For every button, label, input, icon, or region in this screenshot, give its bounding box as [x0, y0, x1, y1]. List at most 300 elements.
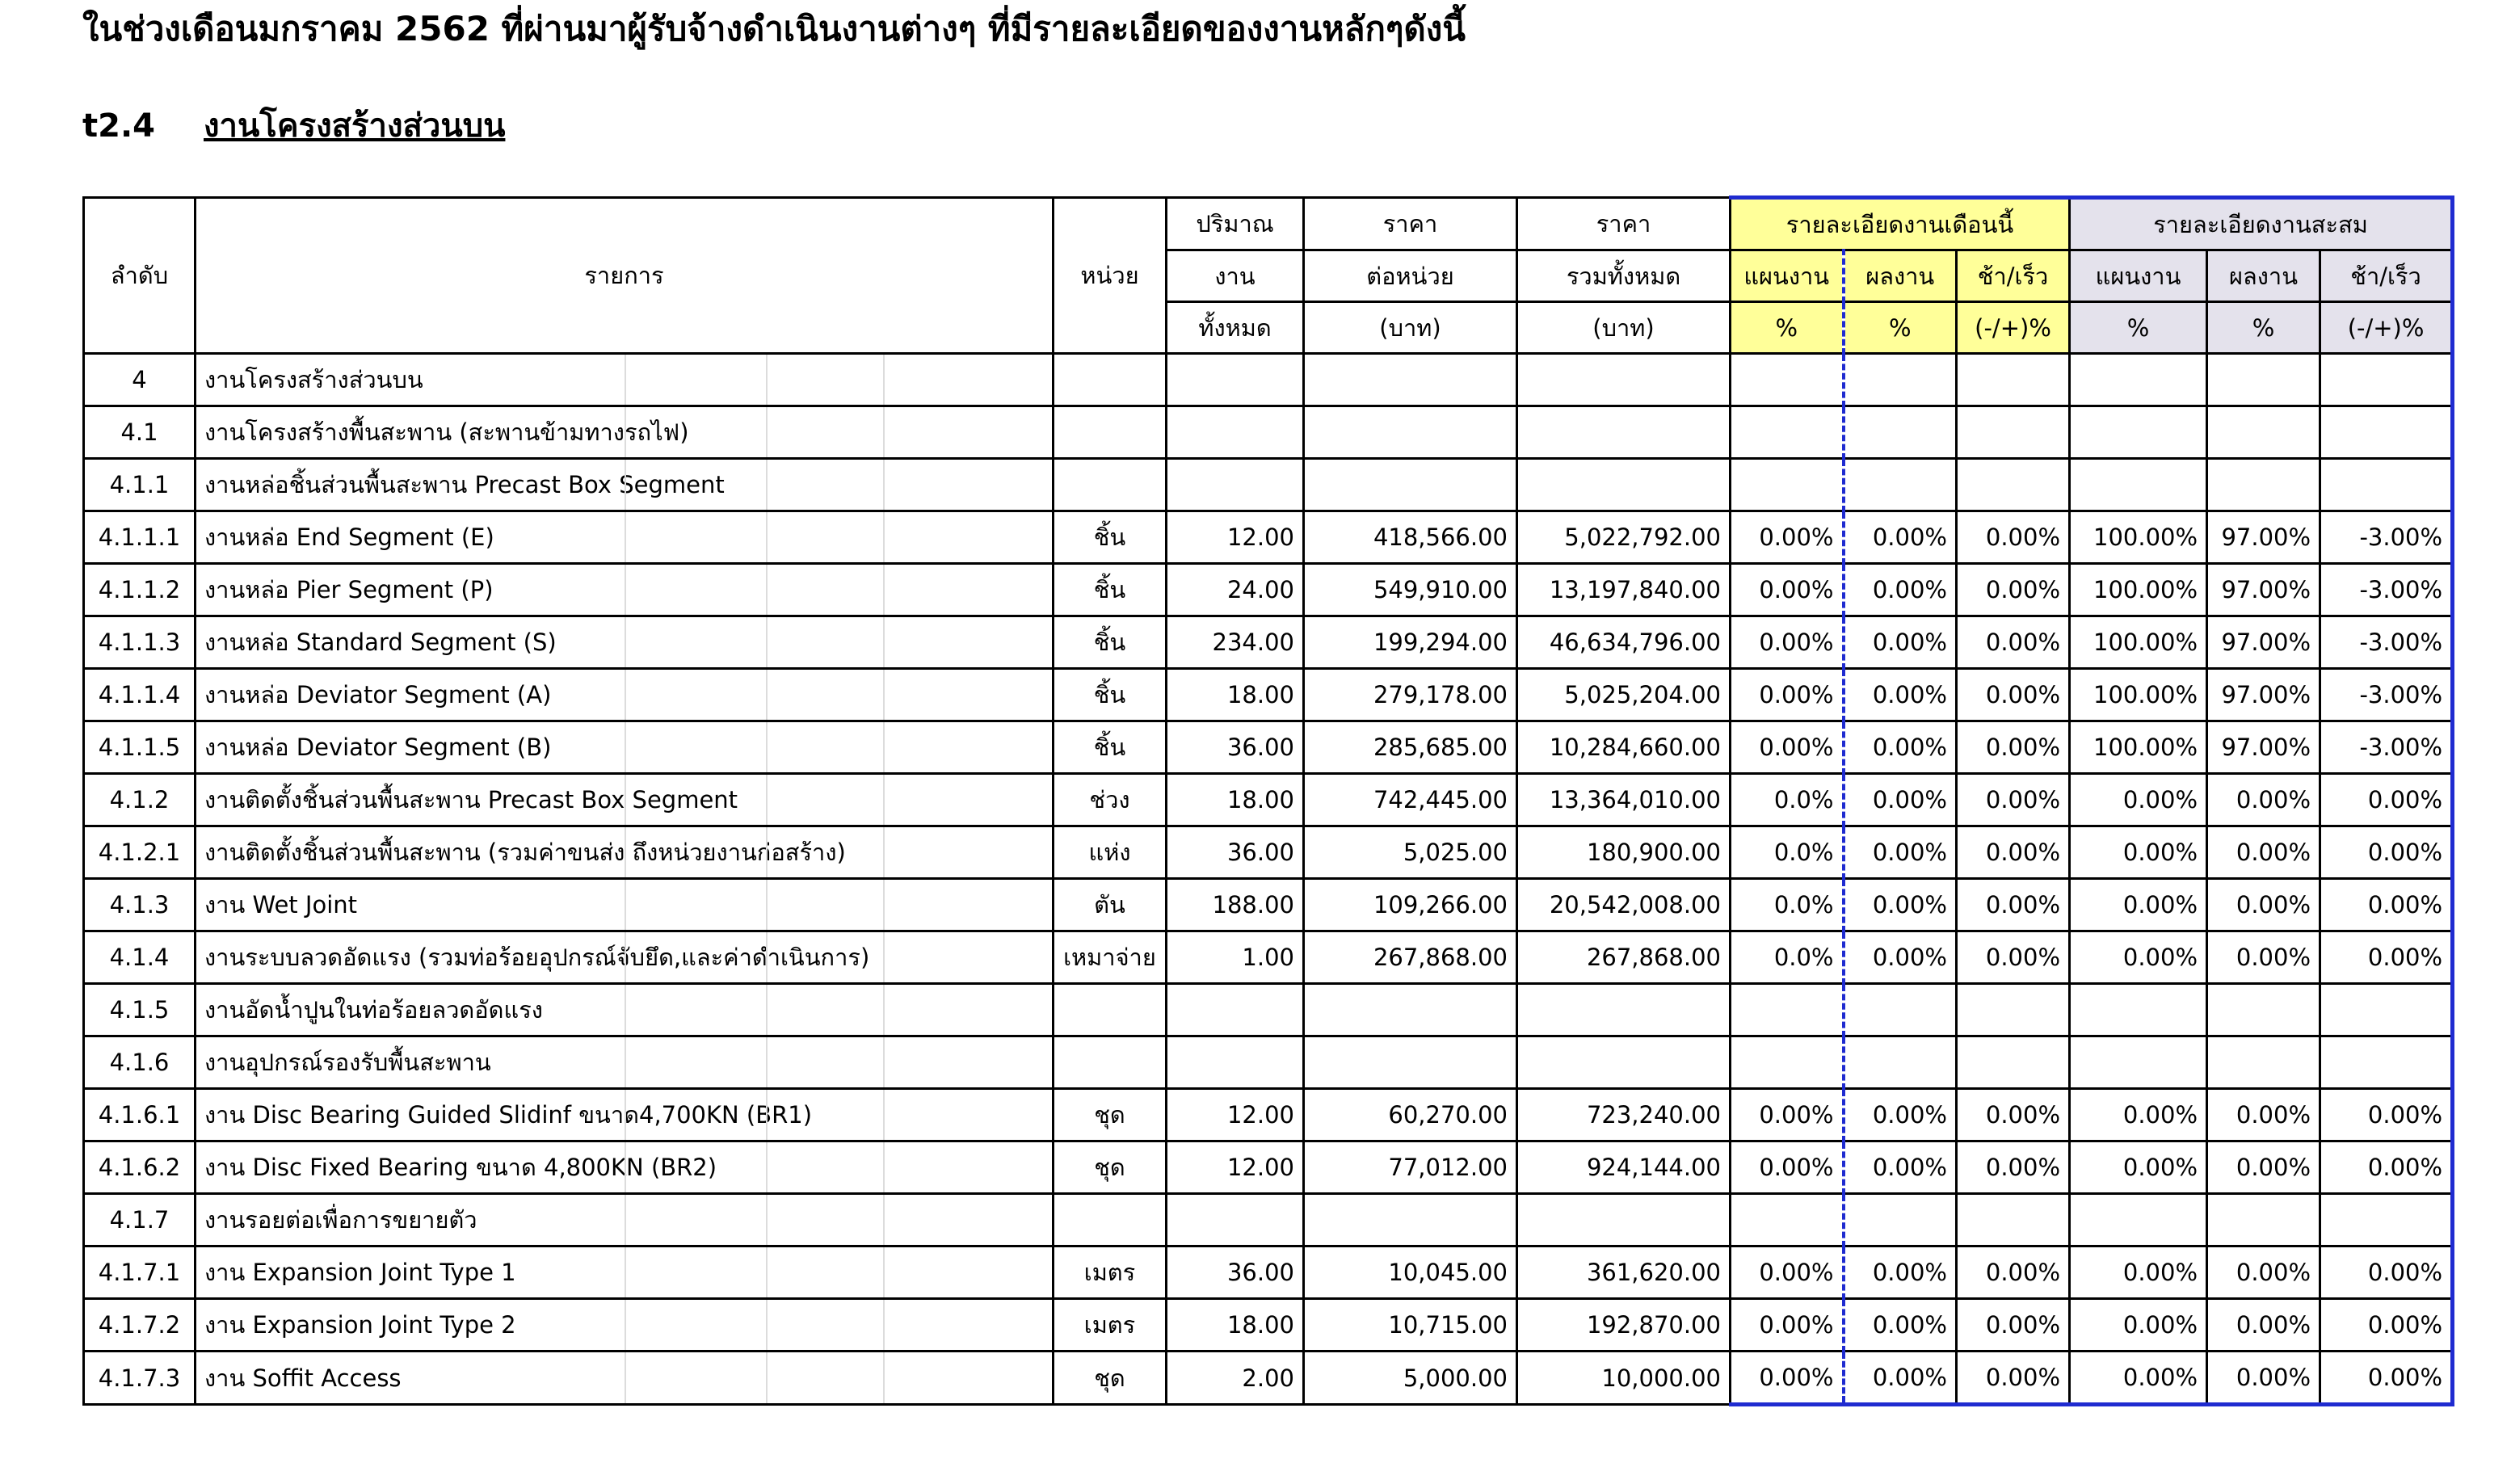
- desc-gridline: [766, 1090, 768, 1140]
- row-quantity: 12.00: [1167, 1089, 1304, 1141]
- desc-gridline: [883, 985, 885, 1035]
- row-unit-price: 5,000.00: [1304, 1352, 1517, 1405]
- row-number: 4.1.7.3: [84, 1352, 196, 1405]
- section-title: [82, 103, 505, 149]
- row-month-plan: [1731, 459, 1844, 511]
- row-number: 4.1.2.1: [84, 826, 196, 879]
- row-unit-price: 77,012.00: [1304, 1141, 1517, 1194]
- row-cum-plan: [2070, 1194, 2207, 1246]
- table-row: [84, 1299, 2453, 1352]
- desc-gridline: [766, 407, 768, 457]
- desc-gridline: [766, 1247, 768, 1297]
- row-unit-price: [1304, 406, 1517, 459]
- desc-gridline: [625, 1090, 626, 1140]
- row-cum-diff: -3.00%: [2320, 511, 2453, 564]
- row-month-result: 0.00%: [1844, 1246, 1957, 1299]
- row-description: งานอัดน้ำปูนในท่อร้อยลวดอัดแรง: [196, 984, 1054, 1036]
- row-number: 4.1.1.1: [84, 511, 196, 564]
- row-cum-plan: 0.00%: [2070, 879, 2207, 931]
- desc-gridline: [766, 1195, 768, 1245]
- header-cum-result: ผลงาน: [2207, 250, 2320, 302]
- row-unit-price: [1304, 1194, 1517, 1246]
- desc-gridline: [766, 827, 768, 877]
- row-cum-result: 97.00%: [2207, 616, 2320, 669]
- desc-gridline: [766, 460, 768, 510]
- row-description: งานรอยต่อเพื่อการขยายตัว: [196, 1194, 1054, 1246]
- row-cum-plan: 0.00%: [2070, 1299, 2207, 1352]
- row-month-plan: 0.00%: [1731, 1141, 1844, 1194]
- row-unit: ชิ้น: [1054, 616, 1167, 669]
- header-this-month: รายละเอียดงานเดือนนี้: [1731, 198, 2070, 250]
- row-total-price: 10,284,660.00: [1517, 721, 1731, 774]
- table-row: [84, 564, 2453, 616]
- desc-gridline: [625, 985, 626, 1035]
- row-total-price: [1517, 1036, 1731, 1089]
- desc-gridline: [625, 565, 626, 615]
- desc-gridline: [883, 1247, 885, 1297]
- row-month-diff: [1957, 354, 2070, 406]
- header-cumulative: รายละเอียดงานสะสม: [2070, 198, 2453, 250]
- desc-gridline: [625, 355, 626, 405]
- row-number: 4.1.1.3: [84, 616, 196, 669]
- row-month-result: 0.00%: [1844, 1141, 1957, 1194]
- row-total-price: 192,870.00: [1517, 1299, 1731, 1352]
- row-cum-result: [2207, 1036, 2320, 1089]
- row-cum-diff: [2320, 984, 2453, 1036]
- row-cum-diff: [2320, 459, 2453, 511]
- row-description: งานหล่อ Standard Segment (S): [196, 616, 1054, 669]
- table-row: [84, 1089, 2453, 1141]
- row-description: งานโครงสร้างส่วนบน: [196, 354, 1054, 406]
- row-number: 4: [84, 354, 196, 406]
- header-cum-result-unit: %: [2207, 302, 2320, 354]
- row-month-diff: 0.00%: [1957, 879, 2070, 931]
- row-month-plan: 0.00%: [1731, 669, 1844, 721]
- table-body: [84, 354, 2453, 1405]
- row-description: งาน Disc Bearing Guided Slidinf ขนาด4,700KN (BR1): [196, 1089, 1054, 1141]
- desc-gridline: [766, 617, 768, 667]
- row-month-diff: 0.00%: [1957, 721, 2070, 774]
- row-cum-diff: [2320, 1036, 2453, 1089]
- row-unit-price: 279,178.00: [1304, 669, 1517, 721]
- row-month-diff: 0.00%: [1957, 1089, 2070, 1141]
- header-month-result: ผลงาน: [1844, 250, 1957, 302]
- row-month-plan: [1731, 1194, 1844, 1246]
- row-description: งานอุปกรณ์รองรับพื้นสะพาน: [196, 1036, 1054, 1089]
- row-month-result: [1844, 1194, 1957, 1246]
- row-total-price: [1517, 984, 1731, 1036]
- row-month-result: 0.00%: [1844, 669, 1957, 721]
- row-month-plan: 0.0%: [1731, 774, 1844, 826]
- row-month-diff: 0.00%: [1957, 931, 2070, 984]
- row-description: งาน Disc Fixed Bearing ขนาด 4,800KN (BR2): [196, 1141, 1054, 1194]
- row-cum-diff: -3.00%: [2320, 721, 2453, 774]
- row-cum-plan: 0.00%: [2070, 931, 2207, 984]
- header-cum-plan-unit: %: [2070, 302, 2207, 354]
- row-cum-result: 0.00%: [2207, 1352, 2320, 1405]
- row-month-result: 0.00%: [1844, 879, 1957, 931]
- row-number: 4.1.3: [84, 879, 196, 931]
- row-number: 4.1.1.2: [84, 564, 196, 616]
- row-unit-price: 549,910.00: [1304, 564, 1517, 616]
- table-row: [84, 879, 2453, 931]
- row-quantity: 18.00: [1167, 774, 1304, 826]
- row-number: 4.1.6.2: [84, 1141, 196, 1194]
- row-unit: [1054, 354, 1167, 406]
- row-month-result: 0.00%: [1844, 1352, 1957, 1405]
- row-month-result: [1844, 406, 1957, 459]
- row-quantity: 36.00: [1167, 1246, 1304, 1299]
- row-month-plan: 0.00%: [1731, 1089, 1844, 1141]
- row-month-diff: 0.00%: [1957, 1352, 2070, 1405]
- row-unit-price: 199,294.00: [1304, 616, 1517, 669]
- row-cum-diff: -3.00%: [2320, 669, 2453, 721]
- row-cum-diff: 0.00%: [2320, 1352, 2453, 1405]
- row-unit: เมตร: [1054, 1246, 1167, 1299]
- row-unit-price: 10,715.00: [1304, 1299, 1517, 1352]
- row-cum-result: 0.00%: [2207, 826, 2320, 879]
- row-cum-diff: 0.00%: [2320, 1299, 2453, 1352]
- row-cum-diff: 0.00%: [2320, 879, 2453, 931]
- row-cum-plan: [2070, 459, 2207, 511]
- row-number: 4.1.6.1: [84, 1089, 196, 1141]
- desc-gridline: [883, 880, 885, 930]
- row-unit: ชิ้น: [1054, 721, 1167, 774]
- desc-gridline: [766, 722, 768, 772]
- desc-gridline: [883, 1300, 885, 1350]
- row-cum-result: 0.00%: [2207, 1141, 2320, 1194]
- row-number: 4.1: [84, 406, 196, 459]
- row-unit-price: [1304, 459, 1517, 511]
- row-month-plan: 0.00%: [1731, 511, 1844, 564]
- row-month-diff: [1957, 1194, 2070, 1246]
- table-row: [84, 616, 2453, 669]
- row-month-plan: [1731, 406, 1844, 459]
- row-unit: แห่ง: [1054, 826, 1167, 879]
- row-unit-price: 267,868.00: [1304, 931, 1517, 984]
- row-unit-price: 10,045.00: [1304, 1246, 1517, 1299]
- row-cum-diff: [2320, 406, 2453, 459]
- row-number: 4.1.7.2: [84, 1299, 196, 1352]
- header-cum-plan: แผนงาน: [2070, 250, 2207, 302]
- boq-progress-table: [82, 195, 2454, 1406]
- row-month-plan: 0.0%: [1731, 826, 1844, 879]
- row-quantity: 188.00: [1167, 879, 1304, 931]
- row-quantity: [1167, 354, 1304, 406]
- page-heading: ในช่วงเดือนมกราคม 2562 ที่ผ่านมาผู้รับจ้างดำเนินงานต่างๆ ที่มีรายละเอียดของงานหลักๆดังนี้: [82, 9, 1466, 48]
- row-unit: [1054, 1194, 1167, 1246]
- table-row: [84, 1141, 2453, 1194]
- row-unit: [1054, 406, 1167, 459]
- row-month-plan: 0.00%: [1731, 1246, 1844, 1299]
- desc-gridline: [625, 722, 626, 772]
- header-month-diff: ช้า/เร็ว: [1957, 250, 2070, 302]
- row-unit: [1054, 984, 1167, 1036]
- section-name: งานโครงสร้างส่วนบน: [204, 107, 506, 145]
- row-month-diff: 0.00%: [1957, 1246, 2070, 1299]
- row-total-price: 180,900.00: [1517, 826, 1731, 879]
- row-unit: ช่วง: [1054, 774, 1167, 826]
- row-month-plan: [1731, 1036, 1844, 1089]
- row-quantity: 36.00: [1167, 721, 1304, 774]
- row-cum-diff: 0.00%: [2320, 774, 2453, 826]
- desc-gridline: [625, 775, 626, 825]
- row-total-price: 13,364,010.00: [1517, 774, 1731, 826]
- row-description: งาน Expansion Joint Type 1: [196, 1246, 1054, 1299]
- row-total-price: 924,144.00: [1517, 1141, 1731, 1194]
- table-row: [84, 406, 2453, 459]
- row-cum-plan: [2070, 354, 2207, 406]
- row-quantity: 12.00: [1167, 511, 1304, 564]
- table-header: [84, 198, 2453, 354]
- header-month-plan: แผนงาน: [1731, 250, 1844, 302]
- row-cum-result: 97.00%: [2207, 721, 2320, 774]
- desc-gridline: [625, 1037, 626, 1087]
- row-cum-diff: -3.00%: [2320, 616, 2453, 669]
- row-description: งานระบบลวดอัดแรง (รวมท่อร้อยอุปกรณ์จับยึด,และค่าดำเนินการ): [196, 931, 1054, 984]
- row-description: งานหล่อ Deviator Segment (A): [196, 669, 1054, 721]
- row-unit: ตัน: [1054, 879, 1167, 931]
- row-cum-plan: 100.00%: [2070, 564, 2207, 616]
- row-cum-diff: [2320, 354, 2453, 406]
- row-month-plan: 0.0%: [1731, 931, 1844, 984]
- row-month-plan: 0.00%: [1731, 1352, 1844, 1405]
- row-unit: [1054, 1036, 1167, 1089]
- row-cum-plan: 100.00%: [2070, 721, 2207, 774]
- row-cum-result: [2207, 984, 2320, 1036]
- desc-gridline: [625, 880, 626, 930]
- header-qty-1: ปริมาณ: [1167, 198, 1304, 250]
- row-month-plan: 0.00%: [1731, 1299, 1844, 1352]
- row-cum-plan: 0.00%: [2070, 1246, 2207, 1299]
- row-quantity: 2.00: [1167, 1352, 1304, 1405]
- row-cum-diff: 0.00%: [2320, 1141, 2453, 1194]
- row-total-price: [1517, 459, 1731, 511]
- row-total-price: 267,868.00: [1517, 931, 1731, 984]
- desc-gridline: [883, 617, 885, 667]
- row-month-plan: [1731, 354, 1844, 406]
- desc-gridline: [766, 932, 768, 982]
- desc-gridline: [625, 407, 626, 457]
- row-quantity: [1167, 406, 1304, 459]
- header-total-price-2: รวมทั้งหมด: [1517, 250, 1731, 302]
- desc-gridline: [766, 1300, 768, 1350]
- row-unit: ชุด: [1054, 1352, 1167, 1405]
- row-cum-result: 0.00%: [2207, 1089, 2320, 1141]
- table-row: [84, 984, 2453, 1036]
- row-month-result: [1844, 984, 1957, 1036]
- row-cum-plan: [2070, 406, 2207, 459]
- row-month-result: 0.00%: [1844, 1299, 1957, 1352]
- desc-gridline: [766, 1037, 768, 1087]
- row-unit-price: 109,266.00: [1304, 879, 1517, 931]
- desc-gridline: [883, 460, 885, 510]
- header-unit-price-3: (บาท): [1304, 302, 1517, 354]
- row-unit: ชุด: [1054, 1089, 1167, 1141]
- row-cum-result: [2207, 354, 2320, 406]
- section-number: t2.4: [82, 107, 155, 145]
- row-description: งานหล่อ End Segment (E): [196, 511, 1054, 564]
- desc-gridline: [625, 1142, 626, 1192]
- desc-gridline: [883, 1352, 885, 1403]
- row-number: 4.1.4: [84, 931, 196, 984]
- desc-gridline: [625, 670, 626, 720]
- row-cum-plan: [2070, 1036, 2207, 1089]
- row-unit-price: 5,025.00: [1304, 826, 1517, 879]
- row-unit: เมตร: [1054, 1299, 1167, 1352]
- row-description: งานหล่อ Pier Segment (P): [196, 564, 1054, 616]
- row-total-price: 20,542,008.00: [1517, 879, 1731, 931]
- row-month-result: [1844, 354, 1957, 406]
- table-row: [84, 354, 2453, 406]
- desc-gridline: [883, 1142, 885, 1192]
- row-cum-result: 0.00%: [2207, 931, 2320, 984]
- table-row: [84, 826, 2453, 879]
- header-unit-price-1: ราคา: [1304, 198, 1517, 250]
- row-cum-result: 97.00%: [2207, 564, 2320, 616]
- row-month-result: 0.00%: [1844, 564, 1957, 616]
- row-description: งานติดตั้งชิ้นส่วนพื้นสะพาน (รวมค่าขนส่ง ถึงหน่วยงานก่อสร้าง): [196, 826, 1054, 879]
- row-cum-result: 97.00%: [2207, 511, 2320, 564]
- row-cum-plan: 0.00%: [2070, 826, 2207, 879]
- row-cum-plan: 0.00%: [2070, 774, 2207, 826]
- desc-gridline: [766, 670, 768, 720]
- row-cum-plan: 0.00%: [2070, 1089, 2207, 1141]
- row-total-price: 13,197,840.00: [1517, 564, 1731, 616]
- row-cum-result: [2207, 1194, 2320, 1246]
- row-month-diff: [1957, 406, 2070, 459]
- row-month-plan: 0.00%: [1731, 564, 1844, 616]
- desc-gridline: [883, 565, 885, 615]
- header-month-plan-unit: %: [1731, 302, 1844, 354]
- desc-gridline: [766, 1352, 768, 1403]
- row-month-diff: 0.00%: [1957, 774, 2070, 826]
- desc-gridline: [766, 775, 768, 825]
- row-description: งานโครงสร้างพื้นสะพาน (สะพานข้ามทางรถไฟ): [196, 406, 1054, 459]
- row-month-result: 0.00%: [1844, 616, 1957, 669]
- row-month-plan: [1731, 984, 1844, 1036]
- header-total-price-1: ราคา: [1517, 198, 1731, 250]
- header-qty-3: ทั้งหมด: [1167, 302, 1304, 354]
- desc-gridline: [625, 617, 626, 667]
- row-month-plan: 0.0%: [1731, 879, 1844, 931]
- row-unit-price: 285,685.00: [1304, 721, 1517, 774]
- row-month-diff: [1957, 984, 2070, 1036]
- row-number: 4.1.1.5: [84, 721, 196, 774]
- row-number: 4.1.1: [84, 459, 196, 511]
- row-month-diff: 0.00%: [1957, 669, 2070, 721]
- table-row: [84, 1036, 2453, 1089]
- row-cum-plan: 100.00%: [2070, 616, 2207, 669]
- row-unit: ชิ้น: [1054, 511, 1167, 564]
- row-number: 4.1.7: [84, 1194, 196, 1246]
- row-cum-plan: 0.00%: [2070, 1141, 2207, 1194]
- row-number: 4.1.7.1: [84, 1246, 196, 1299]
- row-month-diff: 0.00%: [1957, 826, 2070, 879]
- row-unit: เหมาจ่าย: [1054, 931, 1167, 984]
- row-total-price: 5,022,792.00: [1517, 511, 1731, 564]
- row-month-result: 0.00%: [1844, 511, 1957, 564]
- row-quantity: [1167, 1036, 1304, 1089]
- row-quantity: [1167, 984, 1304, 1036]
- row-month-diff: 0.00%: [1957, 1299, 2070, 1352]
- row-description: งาน Soffit Access: [196, 1352, 1054, 1405]
- desc-gridline: [766, 880, 768, 930]
- desc-gridline: [625, 827, 626, 877]
- row-cum-diff: [2320, 1194, 2453, 1246]
- row-cum-result: 0.00%: [2207, 879, 2320, 931]
- row-cum-plan: 0.00%: [2070, 1352, 2207, 1405]
- desc-gridline: [766, 512, 768, 562]
- desc-gridline: [883, 827, 885, 877]
- row-quantity: 18.00: [1167, 1299, 1304, 1352]
- desc-gridline: [883, 1195, 885, 1245]
- table-row: [84, 511, 2453, 564]
- row-unit-price: [1304, 1036, 1517, 1089]
- row-number: 4.1.6: [84, 1036, 196, 1089]
- row-description: งาน Wet Joint: [196, 879, 1054, 931]
- desc-gridline: [883, 932, 885, 982]
- row-description: งานหล่อ Deviator Segment (B): [196, 721, 1054, 774]
- table-row: [84, 1352, 2453, 1405]
- row-month-result: [1844, 459, 1957, 511]
- row-quantity: 36.00: [1167, 826, 1304, 879]
- desc-gridline: [625, 460, 626, 510]
- table-row: [84, 669, 2453, 721]
- header-cum-diff-unit: (-/+)%: [2320, 302, 2453, 354]
- row-total-price: 10,000.00: [1517, 1352, 1731, 1405]
- row-total-price: 723,240.00: [1517, 1089, 1731, 1141]
- row-quantity: 12.00: [1167, 1141, 1304, 1194]
- desc-gridline: [766, 355, 768, 405]
- table-row: [84, 931, 2453, 984]
- row-unit-price: 60,270.00: [1304, 1089, 1517, 1141]
- desc-gridline: [883, 670, 885, 720]
- table-row: [84, 774, 2453, 826]
- desc-gridline: [883, 722, 885, 772]
- desc-gridline: [625, 932, 626, 982]
- row-month-diff: 0.00%: [1957, 564, 2070, 616]
- row-unit-price: [1304, 354, 1517, 406]
- header-month-diff-unit: (-/+)%: [1957, 302, 2070, 354]
- row-total-price: [1517, 354, 1731, 406]
- row-cum-result: 0.00%: [2207, 1299, 2320, 1352]
- row-total-price: 361,620.00: [1517, 1246, 1731, 1299]
- row-month-result: 0.00%: [1844, 774, 1957, 826]
- row-number: 4.1.2: [84, 774, 196, 826]
- desc-gridline: [625, 512, 626, 562]
- desc-gridline: [625, 1300, 626, 1350]
- desc-gridline: [883, 775, 885, 825]
- row-month-diff: 0.00%: [1957, 616, 2070, 669]
- header-month-result-unit: %: [1844, 302, 1957, 354]
- table-row: [84, 721, 2453, 774]
- row-total-price: [1517, 406, 1731, 459]
- row-unit: ชุด: [1054, 1141, 1167, 1194]
- row-cum-plan: [2070, 984, 2207, 1036]
- row-quantity: 1.00: [1167, 931, 1304, 984]
- row-unit: ชิ้น: [1054, 564, 1167, 616]
- desc-gridline: [883, 407, 885, 457]
- desc-gridline: [883, 1090, 885, 1140]
- row-unit-price: 742,445.00: [1304, 774, 1517, 826]
- row-number: 4.1.1.4: [84, 669, 196, 721]
- row-cum-result: [2207, 406, 2320, 459]
- row-month-result: 0.00%: [1844, 931, 1957, 984]
- row-description: งานติดตั้งชิ้นส่วนพื้นสะพาน Precast Box Segment: [196, 774, 1054, 826]
- header-unit-price-2: ต่อหน่วย: [1304, 250, 1517, 302]
- header-desc: รายการ: [196, 198, 1054, 354]
